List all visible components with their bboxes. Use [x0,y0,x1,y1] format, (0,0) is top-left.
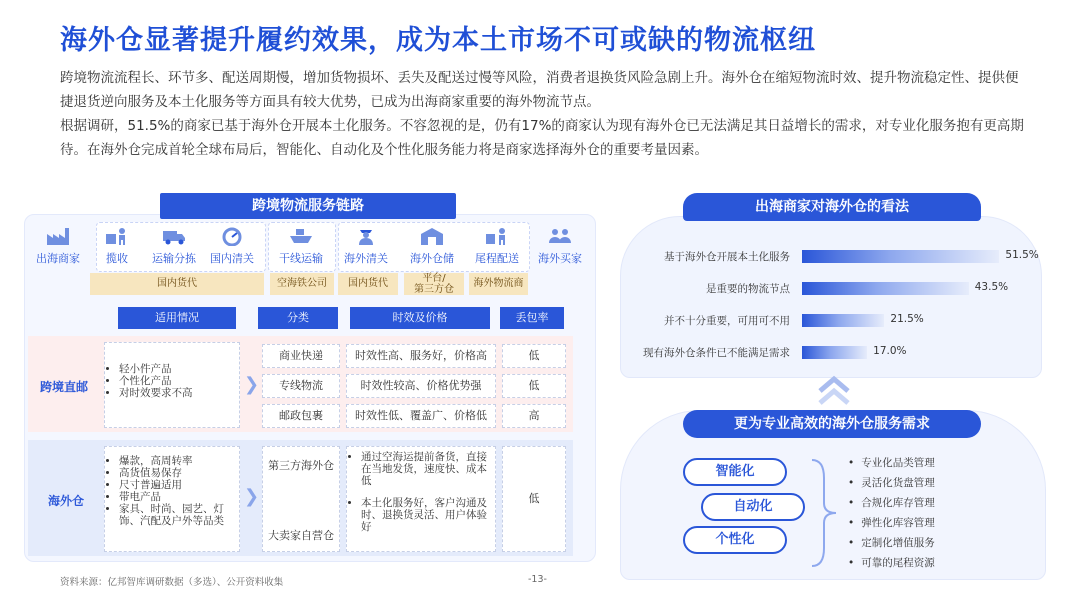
type-cell: 商业快递 [262,344,340,368]
chain-step-label: 运输分拣 [152,252,196,265]
provider-tag: 国内货代 [338,273,398,295]
intro-paragraph-1: 跨境物流流程长、环节多、配送周期慢，增加货物损坏、丢失及配送过慢等风险，消费者退换货风险急剧上升。海外仓在缩短物流时效、提升物流稳定性、提供便捷退货逆向服务及本土化服务等方面具有较大优势，已成为出海商家重要的海外物流节点。 [60,70,1019,110]
timing-cell: 时效性较高、价格优势强 [346,374,496,398]
timing-cell-group [346,446,496,552]
chain-step-merchant [30,226,86,266]
type-item: 大卖家自营仓 [268,529,334,542]
need-item: • 弹性化库容管理 [848,515,935,530]
intro-paragraph-2: 根据调研，51.5%的商家已基于海外仓开展本土化服务。不容忽视的是，仍有17%的商家认为现有海外仓已无法满足其日益增长的需求，对专业化服务抱有更高期待。在海外仓完成首轮全球布局后，智能化、自动化及个性化服务能力将是商家选择海外仓的重要考量因素。 [60,118,1024,158]
need-item: • 合规化库存管理 [848,495,935,510]
provider-tag: 空海铁公司 [270,273,334,295]
chain-step-label: 出海商家 [36,252,80,265]
chain-title: 跨境物流服务链路 [160,193,456,219]
timing-item: • 通过空海运提前备货，直接在当地发货，速度快、成本低 [361,451,495,487]
loss-cell: 低 [502,344,566,368]
bar-mark [802,250,999,263]
chain-step-domestic-customs [204,226,260,266]
truck-icon [161,226,187,246]
ship-icon [288,226,314,246]
loss-cell: 低 [502,446,566,552]
chain-step-last-mile [469,226,525,266]
condition-item: • 个性化产品 [119,375,239,387]
source-note: 资料来源：亿邦智库调研数据（多选）、公开资料收集 [60,577,284,588]
warehouse-icon [419,226,445,246]
chain-step-buyer [532,226,588,266]
timing-cell: 时效性低、覆盖广、价格低 [346,404,496,428]
row-label-overseas-warehouse: 海外仓 [48,494,85,508]
bar-category-label: 并不十分重要，可用可不用 [664,315,790,327]
condition-item: • 轻小件产品 [119,363,239,375]
provider-tag: 平台/ 第三方仓 [404,273,464,295]
type-cell-group [262,446,340,552]
opinion-title: 出海商家对海外仓的看法 [683,193,981,221]
up-chevron-icon [816,375,852,405]
bar-value-label: 21.5% [890,313,924,325]
chain-step-sorting [146,226,202,266]
chain-step-label: 尾程配送 [475,252,519,265]
bar-mark [802,282,969,295]
bar-value-label: 17.0% [873,345,907,357]
bar-category-label: 是重要的物流节点 [706,283,790,295]
need-item: • 定制化增值服务 [848,535,935,550]
timing-item: • 本土化服务好，客户沟通及时、退换货灵活、用户体验好 [361,497,495,533]
chain-step-label: 海外买家 [538,252,582,265]
chain-step-label: 干线运输 [279,252,323,265]
timing-cell: 时效性高、服务好，价格高 [346,344,496,368]
needs-title: 更为专业高效的海外仓服务需求 [683,410,981,438]
need-item: • 专业化品类管理 [848,455,935,470]
need-item: • 可靠的尾程资源 [848,555,935,570]
type-item: 第三方海外仓 [268,459,334,472]
condition-item: • 高货值易保存 [119,467,239,479]
chain-step-label: 揽收 [106,252,128,265]
chain-step-pickup [89,226,145,266]
pickup-worker-icon [104,226,130,246]
bar-value-label: 43.5% [974,281,1009,293]
condition-item: • 对时效要求不高 [119,387,239,399]
provider-tag: 海外物流商 [469,273,528,295]
page-title: 海外仓显著提升履约效果，成为本土市场不可或缺的物流枢纽 [60,25,816,56]
column-header-loss: 丢包率 [500,307,564,329]
bar-category-label: 基于海外仓开展本土化服务 [664,251,790,263]
loss-cell: 低 [502,374,566,398]
bar-value-label: 51.5% [1005,249,1039,261]
type-cell: 专线物流 [262,374,340,398]
chain-step-warehouse [404,226,460,266]
bar-category-label: 现有海外仓条件已不能满足需求 [643,347,790,359]
condition-item: • 带电产品 [119,491,239,503]
condition-item: • 家具、时尚、园艺、灯饰、汽配及户外等品类 [119,503,239,527]
column-header-timing: 时效及价格 [350,307,490,329]
chain-step-overseas-customs [338,226,394,266]
conditions-overseas-warehouse [104,446,240,552]
bar-mark [802,314,884,327]
bracket-connector [810,458,840,568]
pill-smart: 智能化 [683,458,787,486]
chevron-right-icon: ❯ [244,374,260,395]
chain-step-label: 海外清关 [344,252,388,265]
pill-personalization: 个性化 [683,526,787,554]
loss-cell: 高 [502,404,566,428]
bar-mark [802,346,867,359]
type-cell: 邮政包裹 [262,404,340,428]
factory-icon [45,226,71,246]
opinion-bar-chart [620,240,1040,370]
chain-step-label: 国内清关 [210,252,254,265]
page-number: -13- [528,574,547,585]
column-header-type: 分类 [258,307,338,329]
column-header-conditions: 适用情况 [118,307,236,329]
need-item: • 灵活化货盘管理 [848,475,935,490]
condition-item: • 爆款，高周转率 [119,455,239,467]
chain-step-trunk [273,226,329,266]
row-label-direct-mail: 跨境直邮 [40,380,89,394]
conditions-direct-mail [104,342,240,428]
customs-gauge-icon [219,226,245,246]
chevron-right-icon: ❯ [244,486,260,507]
provider-tag: 国内货代 [90,273,264,295]
pill-automation: 自动化 [701,493,805,521]
condition-item: • 尺寸普遍适用 [119,479,239,491]
chain-step-label: 海外仓储 [410,252,454,265]
delivery-icon [484,226,510,246]
people-icon [547,226,573,246]
officer-icon [353,226,379,246]
